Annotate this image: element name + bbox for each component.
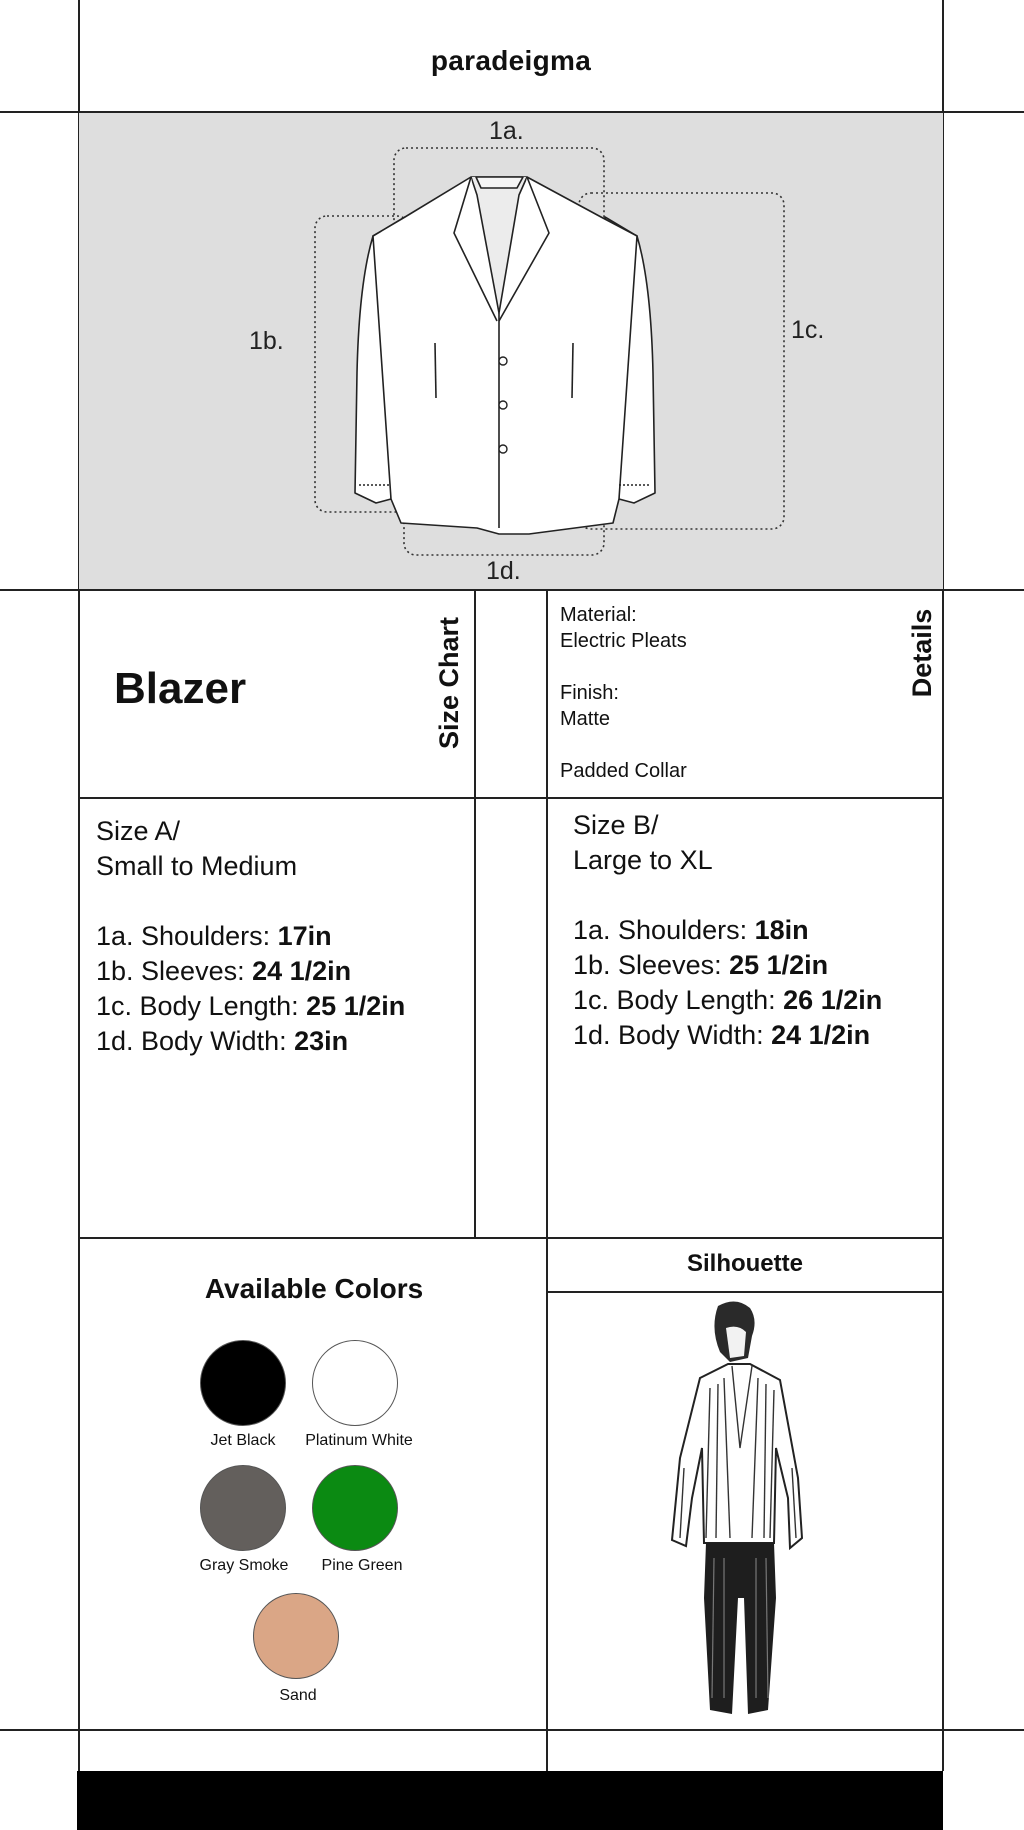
size-b-range: Large to XL xyxy=(573,845,713,875)
size-a-row: 1c. Body Length: 25 1/2in xyxy=(96,991,406,1021)
swatch-jet-black[interactable] xyxy=(200,1340,286,1426)
footer-bar xyxy=(77,1771,943,1830)
size-b-row: 1a. Shoulders: 18in xyxy=(573,915,809,945)
finish-value: Matte xyxy=(560,708,611,730)
button-1 xyxy=(499,357,507,365)
technical-flat-panel xyxy=(79,113,943,589)
size-b-block xyxy=(573,808,882,1053)
size-b-row: 1b. Sleeves: 25 1/2in xyxy=(573,950,829,980)
details-block xyxy=(560,602,687,784)
divider-title-row xyxy=(79,797,943,799)
swatch-label-gray-smoke: Gray Smoke xyxy=(199,1557,289,1574)
material-value: Electric Pleats xyxy=(560,630,687,652)
button-2 xyxy=(499,401,507,409)
label-1c: 1c. xyxy=(791,316,825,344)
available-colors-heading: Available Colors xyxy=(204,1273,424,1304)
swatch-sand[interactable] xyxy=(253,1593,339,1679)
divider-colors-bottom xyxy=(0,1729,1024,1731)
label-1a: 1a. xyxy=(489,117,524,145)
size-b-row: 1d. Body Width: 24 1/2in xyxy=(573,1020,871,1050)
swatch-label-sand: Sand xyxy=(279,1687,317,1704)
divider-flat-bottom xyxy=(0,589,1024,591)
column-divider-a xyxy=(474,590,476,1238)
blazer-flat-drawing xyxy=(79,113,943,589)
silhouette-heading: Silhouette xyxy=(686,1250,803,1277)
label-1d: 1d. xyxy=(486,557,521,585)
details-heading: Details xyxy=(907,608,937,698)
swatch-label-platinum-white: Platinum White xyxy=(305,1432,413,1449)
size-b-title: Size B/ xyxy=(573,810,659,840)
size-a-row: 1d. Body Width: 23in xyxy=(96,1026,349,1056)
button-3 xyxy=(499,445,507,453)
finish-label: Finish: xyxy=(560,682,619,704)
size-a-row: 1b. Sleeves: 24 1/2in xyxy=(96,956,352,986)
size-a-block xyxy=(96,814,405,1059)
material-label: Material: xyxy=(560,604,637,626)
product-name: Blazer xyxy=(114,664,247,713)
size-chart-heading: Size Chart xyxy=(434,616,464,750)
blazer-outline xyxy=(355,177,655,534)
swatch-platinum-white[interactable] xyxy=(312,1340,398,1426)
brand-name: paradeigma xyxy=(430,45,592,76)
divider-silhouette-header xyxy=(547,1291,943,1293)
size-a-title: Size A/ xyxy=(96,816,181,846)
swatch-label-pine-green: Pine Green xyxy=(321,1557,403,1574)
column-divider-b xyxy=(546,590,548,1771)
size-a-row: 1a. Shoulders: 17in xyxy=(96,921,332,951)
size-b-row: 1c. Body Length: 26 1/2in xyxy=(573,985,883,1015)
divider-sizes-bottom xyxy=(79,1237,943,1239)
size-a-range: Small to Medium xyxy=(96,851,298,881)
label-1b: 1b. xyxy=(249,327,284,355)
swatch-gray-smoke[interactable] xyxy=(200,1465,286,1551)
detail-note: Padded Collar xyxy=(560,760,687,782)
swatch-label-jet-black: Jet Black xyxy=(210,1432,276,1449)
model-silhouette-image xyxy=(640,1298,840,1720)
swatch-pine-green[interactable] xyxy=(312,1465,398,1551)
